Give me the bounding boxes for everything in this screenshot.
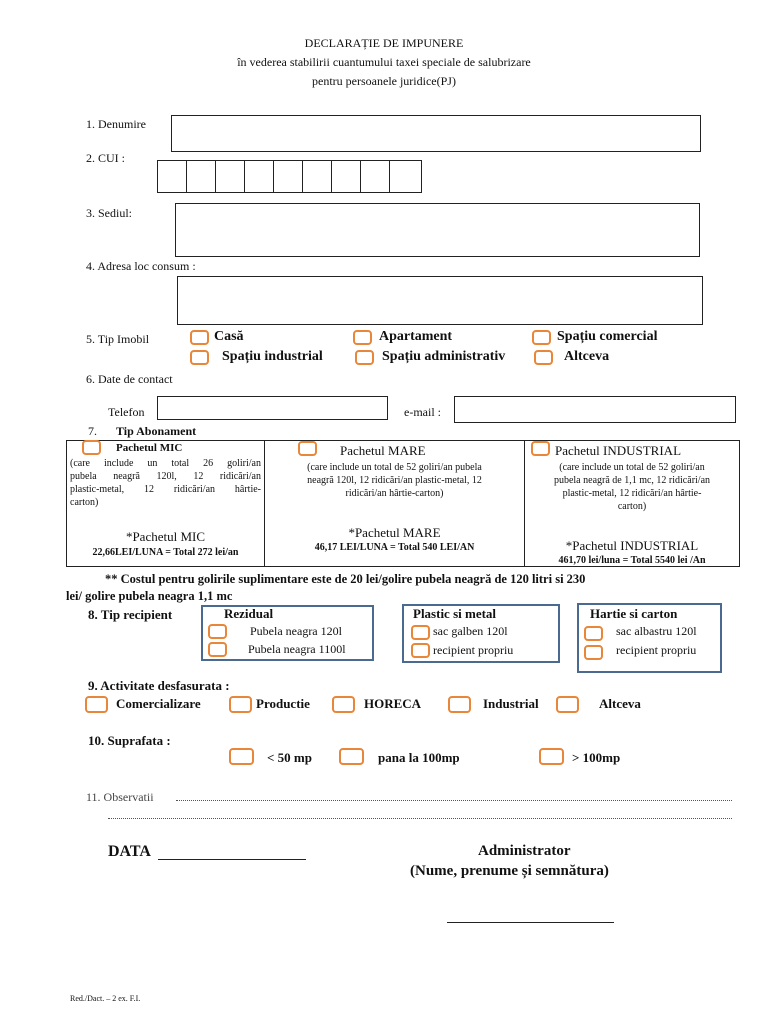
spatiu-administrativ-checkbox[interactable] bbox=[355, 350, 374, 365]
cui-digit-box[interactable] bbox=[389, 160, 422, 193]
hartie-carton-title: Hartie si carton bbox=[590, 606, 678, 621]
sac-galben-label: sac galben 120l bbox=[433, 624, 508, 638]
adresa-field[interactable] bbox=[177, 276, 703, 325]
abonament-number: 7. bbox=[88, 424, 97, 438]
productie-checkbox[interactable] bbox=[229, 696, 252, 713]
casa-label: Casă bbox=[214, 329, 244, 344]
document-title: DECLARAȚIE DE IMPUNERE bbox=[304, 36, 464, 50]
plastic-metal-title: Plastic si metal bbox=[413, 606, 497, 621]
pachet-industrial-desc-line: pubela neagră de 1,1 mc, 12 ridicări/an bbox=[553, 475, 711, 486]
sac-galben-checkbox[interactable] bbox=[411, 625, 430, 640]
cui-digit-box[interactable] bbox=[244, 160, 275, 193]
pachet-mic-desc bbox=[70, 457, 261, 509]
suprafata-100-label: pana la 100mp bbox=[378, 750, 460, 765]
industrial-activitate-checkbox[interactable] bbox=[448, 696, 471, 713]
pubela-1100l-label: Pubela neagra 1100l bbox=[248, 642, 346, 656]
suprafata-sub-50-label: < 50 mp bbox=[267, 750, 312, 765]
pachet-mare-desc-line: ridicări/an hârtie-carton) bbox=[345, 488, 444, 499]
pachet-industrial-desc-line: plastic-metal, 12 ridicări/an hârtie- bbox=[562, 488, 702, 499]
pachet-mare-name: Pachetul MARE bbox=[340, 443, 426, 458]
email-label: e-mail : bbox=[404, 405, 441, 419]
adresa-label: 4. Adresa loc consum : bbox=[86, 259, 196, 273]
suprafata-100-checkbox[interactable] bbox=[339, 748, 364, 765]
suprafata-peste-100-label: > 100mp bbox=[572, 750, 621, 765]
sac-albastru-checkbox[interactable] bbox=[584, 626, 603, 641]
pachet-mic-price: 22,66LEI/LUNA = Total 272 lei/an bbox=[92, 547, 239, 558]
denumire-label: 1. Denumire bbox=[86, 117, 146, 131]
telefon-label: Telefon bbox=[108, 405, 145, 419]
spatiu-comercial-checkbox[interactable] bbox=[532, 330, 551, 345]
altceva-imobil-label: Altceva bbox=[564, 349, 610, 364]
pachet-mare-price: 46,17 LEI/LUNA = Total 540 LEI/AN bbox=[314, 542, 475, 553]
casa-checkbox[interactable] bbox=[190, 330, 209, 345]
pachet-mic-name: Pachetul MIC bbox=[116, 442, 183, 454]
pachet-industrial-desc-line: (care include un total de 52 goliri/an bbox=[559, 462, 705, 473]
rezidual-title: Rezidual bbox=[224, 606, 274, 621]
observatii-line[interactable] bbox=[176, 800, 732, 801]
pachet-mare-desc bbox=[268, 461, 521, 500]
spatiu-industrial-label: Spațiu industrial bbox=[222, 349, 323, 364]
date-contact-label: 6. Date de contact bbox=[86, 372, 173, 386]
observatii-line-2[interactable] bbox=[108, 818, 732, 819]
tip-imobil-label: 5. Tip Imobil bbox=[86, 332, 150, 346]
pachet-industrial-desc-line: carton) bbox=[617, 501, 647, 512]
pachet-mic-desc-line: plastic-metal, 12 ridicări/an hârtie- bbox=[70, 484, 261, 495]
cui-digit-box[interactable] bbox=[302, 160, 333, 193]
sediul-field[interactable] bbox=[175, 203, 700, 257]
cui-digit-box[interactable] bbox=[186, 160, 217, 193]
cui-digit-box[interactable] bbox=[331, 160, 362, 193]
pachet-industrial-name: Pachetul INDUSTRIAL bbox=[555, 443, 682, 458]
cost-suplimentar-note-2: lei/ golire pubela neagra 1,1 mc bbox=[66, 589, 233, 603]
pachet-mare-price-title: *Pachetul MARE bbox=[348, 525, 441, 540]
spatiu-comercial-label: Spațiu comercial bbox=[557, 329, 658, 344]
cui-digit-box[interactable] bbox=[360, 160, 391, 193]
spatiu-administrativ-label: Spațiu administrativ bbox=[382, 349, 506, 364]
cui-label: 2. CUI : bbox=[86, 151, 125, 165]
comercializare-label: Comercializare bbox=[116, 696, 201, 711]
productie-label: Productie bbox=[256, 696, 310, 711]
cui-digit-box[interactable] bbox=[157, 160, 188, 193]
pachet-industrial-price: 461,70 lei/luna = Total 5540 lei /An bbox=[558, 555, 706, 566]
document-subtitle-2: pentru persoanele juridice(PJ) bbox=[312, 74, 456, 88]
document-subtitle: în vederea stabilirii cuantumului taxei speciale de salubrizare bbox=[237, 55, 531, 69]
abonament-label: Tip Abonament bbox=[116, 424, 197, 438]
altceva-activitate-checkbox[interactable] bbox=[556, 696, 579, 713]
apartament-label: Apartament bbox=[379, 329, 453, 344]
administrator-sub-label: (Nume, prenume și semnătura) bbox=[410, 863, 609, 879]
pachet-industrial-desc bbox=[526, 461, 738, 513]
administrator-label: Administrator bbox=[478, 843, 571, 859]
redactat-note: Red./Dact. – 2 ex. F.I. bbox=[70, 994, 141, 1003]
tip-recipient-label: 8. Tip recipient bbox=[88, 607, 173, 622]
suprafata-label: 10. Suprafata : bbox=[88, 733, 171, 748]
activitate-label: 9. Activitate desfasurata : bbox=[88, 678, 230, 693]
cost-suplimentar-note: ** Costul pentru golirile suplimentare este de 20 lei/golire pubela neagră de 120 litri si 230 bbox=[105, 572, 586, 586]
pachet-industrial-checkbox[interactable] bbox=[531, 441, 550, 456]
horeca-label: HORECA bbox=[364, 696, 422, 711]
comercializare-checkbox[interactable] bbox=[85, 696, 108, 713]
semnatura-line[interactable] bbox=[447, 922, 614, 923]
pachet-mic-checkbox[interactable] bbox=[82, 440, 101, 455]
pachet-industrial-price-title: *Pachetul INDUSTRIAL bbox=[565, 538, 699, 553]
spatiu-industrial-checkbox[interactable] bbox=[190, 350, 209, 365]
hartie-recipient-propriu-label: recipient propriu bbox=[616, 643, 697, 657]
plastic-recipient-propriu-label: recipient propriu bbox=[433, 643, 514, 657]
data-label: DATA bbox=[108, 843, 151, 860]
denumire-field[interactable] bbox=[171, 115, 701, 152]
altceva-activitate-label: Altceva bbox=[599, 696, 641, 711]
cui-digit-box[interactable] bbox=[215, 160, 246, 193]
pubela-1100l-checkbox[interactable] bbox=[208, 642, 227, 657]
pachet-mic-price-title: *Pachetul MIC bbox=[125, 529, 206, 544]
suprafata-peste-100-checkbox[interactable] bbox=[539, 748, 564, 765]
pachet-mare-checkbox[interactable] bbox=[298, 441, 317, 456]
telefon-field[interactable] bbox=[157, 396, 388, 420]
pubela-120l-label: Pubela neagra 120l bbox=[250, 624, 342, 638]
suprafata-sub-50-checkbox[interactable] bbox=[229, 748, 254, 765]
cui-digit-box[interactable] bbox=[273, 160, 304, 193]
altceva-imobil-checkbox[interactable] bbox=[534, 350, 553, 365]
pachet-mic-desc-line: pubela neagră 120l, 12 ridicări/an bbox=[70, 471, 261, 482]
horeca-checkbox[interactable] bbox=[332, 696, 355, 713]
pubela-120l-checkbox[interactable] bbox=[208, 624, 227, 639]
pachet-mic-desc-line: (care include un total 26 goliri/an bbox=[70, 458, 261, 469]
pachet-mare-desc-line: neagră 120l, 12 ridicări/an plastic-metal, 12 bbox=[307, 475, 482, 486]
sediul-label: 3. Sediul: bbox=[86, 206, 133, 220]
hartie-recipient-propriu-checkbox[interactable] bbox=[584, 645, 603, 660]
plastic-recipient-propriu-checkbox[interactable] bbox=[411, 643, 430, 658]
industrial-activitate-label: Industrial bbox=[483, 696, 539, 711]
pachet-mare-desc-line: (care include un total de 52 goliri/an pubela bbox=[307, 462, 482, 473]
apartament-checkbox[interactable] bbox=[353, 330, 372, 345]
observatii-label: 11. Observatii bbox=[86, 790, 154, 804]
email-field[interactable] bbox=[454, 396, 736, 423]
data-line[interactable] bbox=[158, 859, 306, 860]
pachet-mic-desc-line: carton) bbox=[70, 497, 99, 508]
sac-albastru-label: sac albastru 120l bbox=[616, 624, 697, 638]
